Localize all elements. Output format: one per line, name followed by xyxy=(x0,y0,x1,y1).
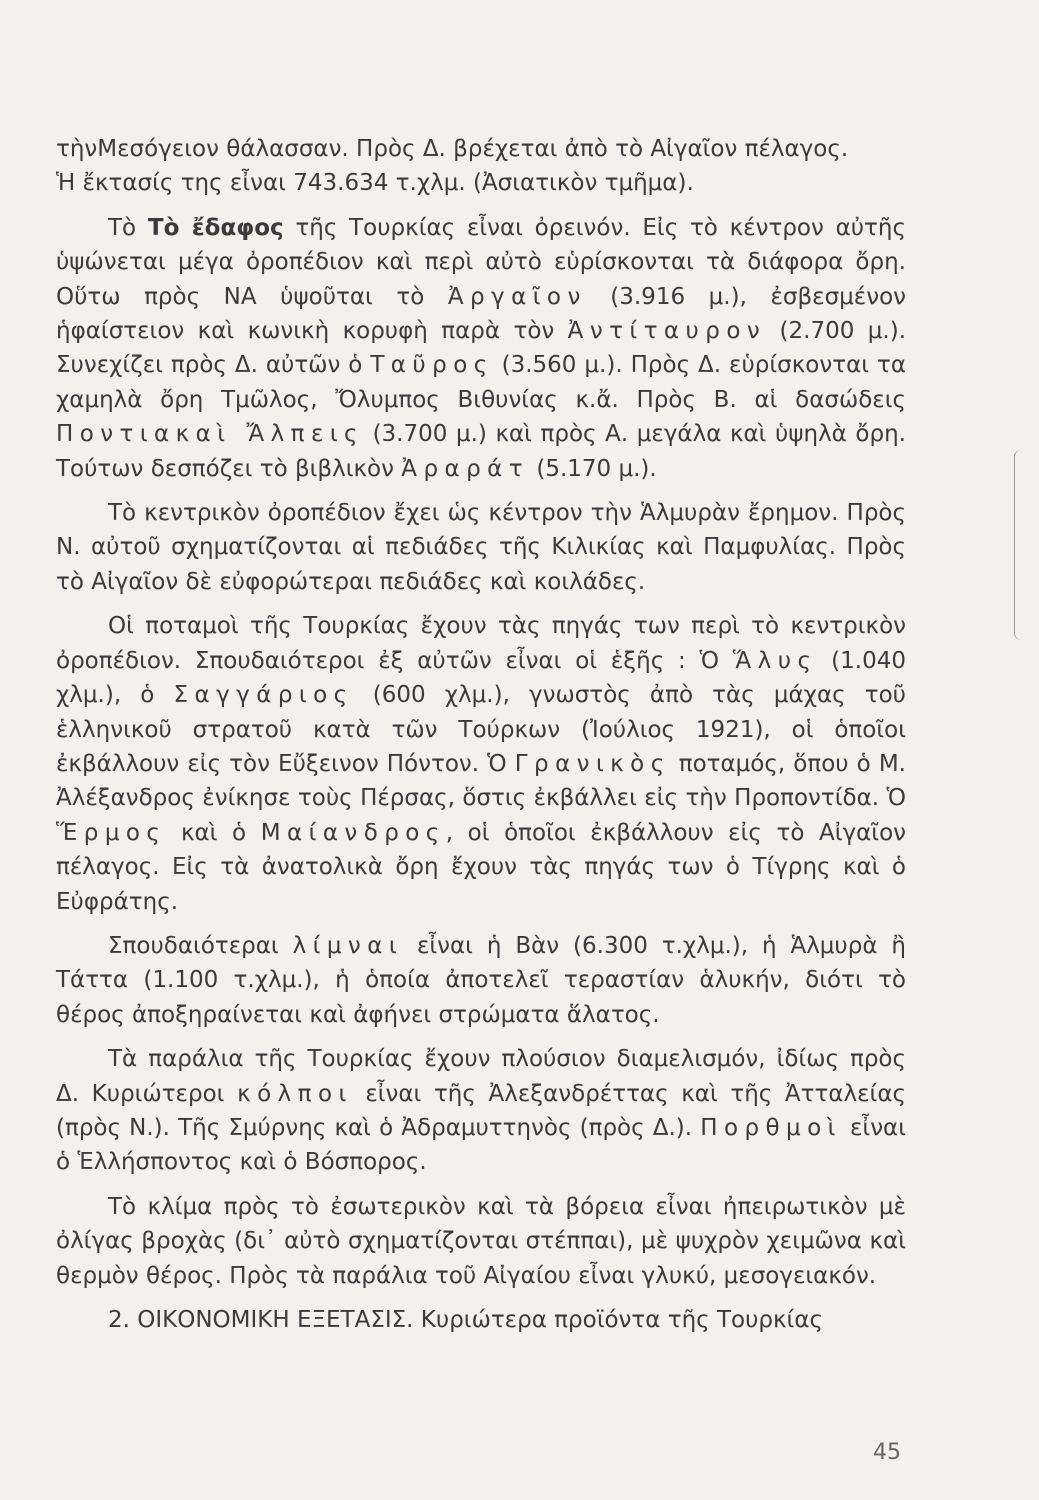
body-text xyxy=(56,132,906,1337)
spaced-term: Ἀργαῖον xyxy=(447,283,587,310)
spaced-term: Ποντιακαὶ Ἄλπεις xyxy=(56,421,364,448)
spaced-term: Πορθμοὶ xyxy=(700,1114,842,1141)
text-run: Τὸ xyxy=(108,214,148,241)
spaced-term: κόλποι xyxy=(237,1080,353,1107)
text-run: εἶναι ἡ Βὰν (6.300 τ.χλμ.), ἡ Ἁλμυρὰ ἢ Τάττα (1.100 τ.χλμ.), ἡ ὁποία ἀποτελεῖ τεραστίαν ἁλυκήν, διότι τὸ θέρος ἀποξηραίνεται καὶ ἀφήνει στρώματα ἅλατος. xyxy=(56,932,906,1028)
spaced-term: Ἕρμος xyxy=(56,819,167,846)
text-run: εἶναι ὁ Ἑλλήσποντος καὶ ὁ Βόσπορος. xyxy=(56,1114,906,1176)
text-run: ποταμός, ὅπου ὁ Μ. Ἀλέξανδρος ἐνίκησε τοὺς Πέρσας, ὅστις ἐκβάλλει εἰς τὴν Προποντίδα. Ὁ xyxy=(56,750,906,812)
spaced-term: Ἅλυς xyxy=(732,647,818,674)
margin-bracket-mark xyxy=(1014,450,1021,640)
text-run: (1.040 χλμ.), ὁ xyxy=(56,647,906,709)
spaced-term: Μαίανδρος xyxy=(260,819,446,846)
paragraph-coasts xyxy=(56,1042,906,1180)
text-run: (600 χλμ.), γνωστὸς ἀπὸ τὰς μάχας τοῦ ἑλληνικοῦ στρατοῦ κατὰ τῶν Τούρκων (Ἰούλιος 1921), οἱ ὁποῖοι ἐκβάλλουν εἰς τὸν Εὔξεινον Πόντον. Ὁ xyxy=(56,682,906,777)
spaced-term: Γρανικὸς xyxy=(514,750,671,777)
paragraph-climate: Τὸ κλίμα πρὸς τὸ ἐσωτερικὸν καὶ τὰ βόρεια εἶναι ἠπειρωτικὸν μὲ ὀλίγας βροχὰς (δι᾿ αὐτὸ σχηματίζονται στέππαι), μὲ ψυχρὸν χειμῶνα καὶ θερμὸν θέρος. Πρὸς τὰ παράλια τοῦ Αἰγαίου εἶναι γλυκύ, μεσογειακόν. xyxy=(56,1193,906,1289)
text-line: Ἡ ἔκτασίς της εἶναι 743.634 τ.χλμ. (Ἀσιατικὸν τμῆμα). xyxy=(56,170,694,197)
text-run: καὶ ὁ xyxy=(166,819,261,846)
spaced-term: Ἀραράτ xyxy=(401,455,530,482)
text-run: εἶναι τῆς Ἀλεξανδρέττας καὶ τῆς Ἀτταλείας (πρὸς Ν.). Τῆς Σμύρνης καὶ ὁ Ἀδραμυττηνὸς (πρὸς Δ.). xyxy=(56,1080,906,1141)
paragraph-lakes xyxy=(56,929,906,1032)
text-run: (3.700 μ.) καὶ πρὸς Α. μεγάλα καὶ ὑψηλὰ ὄρη. Τούτων δεσπόζει τὸ βιβλικὸν xyxy=(56,421,906,482)
text-run: (2.700 μ.). Συνεχίζει πρὸς Δ. αὐτῶν ὁ xyxy=(56,318,907,379)
spaced-term: Σαγγάριος xyxy=(173,682,354,709)
text-run: Σπουδαιότεραι xyxy=(108,932,293,959)
paragraph-plateau: Τὸ κεντρικὸν ὀροπέδιον ἔχει ὡς κέντρον τὴν Ἁλμυρὰν ἔρημον. Πρὸς Ν. αὐτοῦ σχηματίζονται αἱ πεδιάδες τῆς Κιλικίας καὶ Παμφυλίας. Πρὸς τὸ Αἰγαῖον δὲ εὐφορώτεραι πεδιάδες καὶ κοιλάδες. xyxy=(56,500,906,595)
paragraph-terrain xyxy=(56,211,906,486)
spaced-term: Ἀντίταυρον xyxy=(567,318,767,345)
text-run: Τὰ παράλια τῆς Τουρκίας ἔχουν πλούσιον διαμελισμόν, ἰδίως πρὸς Δ. Κυριώτεροι xyxy=(56,1046,906,1107)
text-run: Οἱ ποταμοὶ τῆς Τουρκίας ἔχουν τὰς πηγάς των περὶ τὸ κεντρικὸν ὀροπέδιον. Σπουδαιότεροι ἐξ αὐτῶν εἶναι οἱ ἑξῆς : Ὁ xyxy=(56,613,906,674)
spaced-term: λίμναι xyxy=(292,932,404,959)
text-run: (3.560 μ.). Πρὸς Δ. εὑρίσκονται τα χαμηλὰ ὄρη Τμῶλος, Ὄλυμπος Βιθυνίας κ.ἄ. Πρὸς Β. αἱ δασώδεις xyxy=(56,352,906,413)
spaced-term: Ταῦρος xyxy=(370,352,494,379)
bold-heading: Τὸ ἔδαφος xyxy=(147,214,284,241)
section-heading-economy: 2. ΟΙΚΟΝΟΜΙΚΗ ΕΞΕΤΑΣΙΣ. Κυριώτερα προϊόντα τῆς Τουρκίας xyxy=(108,1307,823,1333)
paragraph-rivers xyxy=(56,609,906,919)
page-number: 45 xyxy=(873,1440,901,1465)
paragraph-1 xyxy=(56,132,906,201)
text-run: (5.170 μ.). xyxy=(529,455,657,482)
text-line: τὴνΜεσόγειον θάλασσαν. Πρὸς Δ. βρέχεται ἀπὸ τὸ Αἰγαῖον πέλαγος. xyxy=(56,136,849,162)
text-run: (3.916 μ.), ἐσβεσμένον ἡφαίστειον καὶ κωνικὴ κορυφὴ παρὰ τὸν xyxy=(56,283,906,345)
text-run: , οἱ ὁποῖοι ἐκβάλλουν εἰς τὸ Αἰγαῖον πέλαγος. Εἰς τὰ ἀνατολικὰ ὄρη ἔχουν τὰς πηγάς των ὁ Τίγρης καὶ ὁ Εὐφράτης. xyxy=(56,819,906,915)
text-run: τῆς Τουρκίας εἶναι ὀρεινόν. Εἰς τὸ κέντρον αὐτῆς ὑψώνεται μέγα ὀροπέδιον καὶ περὶ αὐτὸ εὑρίσκονται τὰ διάφορα ὄρη. Οὕτω πρὸς ΝΑ ὑψοῦται τὸ xyxy=(56,214,906,310)
